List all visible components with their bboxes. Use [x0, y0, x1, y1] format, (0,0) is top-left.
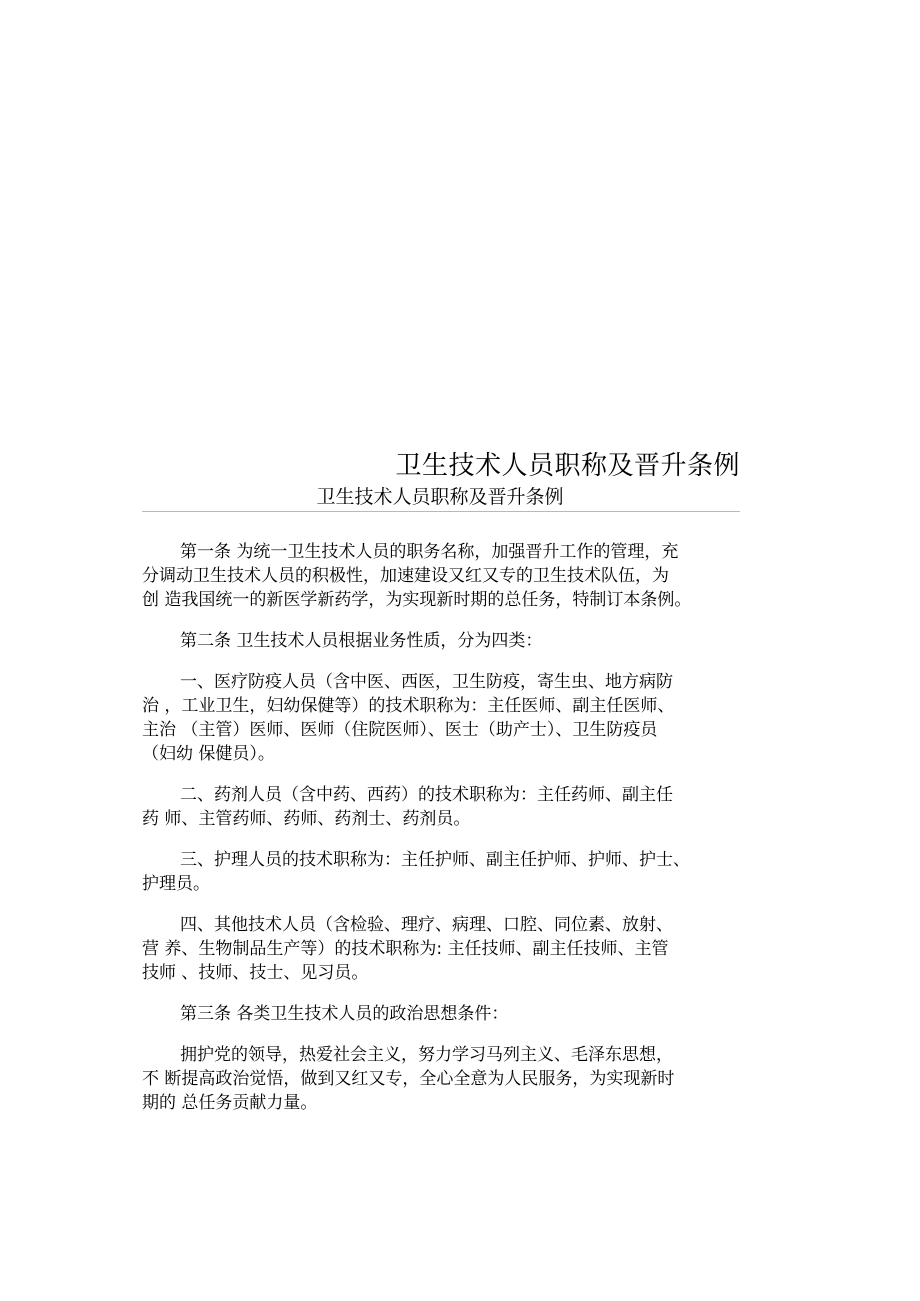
paragraph-line: 药 师、主管药师、药师、药剂士、药剂员。 [142, 809, 471, 829]
paragraph-line: 三、护理人员的技术职称为：主任护师、副主任护师、护师、护士、 [180, 850, 690, 870]
paragraph-line: 第一条 为统一卫生技术人员的职务名称，加强晋升工作的管理，充 [180, 542, 679, 562]
pharmacy-staff-paragraph [142, 783, 752, 831]
medical-staff-paragraph [142, 670, 752, 766]
paragraph-line: 期的 总任务贡献力量。 [142, 1093, 318, 1113]
paragraph-line: 一、医疗防疫人员（含中医、西医，卫生防疫，寄生虫、地方病防 [180, 672, 673, 692]
paragraph-line: 营 养、生物制品生产等）的技术职称为: 主任技师、副主任技师、主管 [142, 939, 669, 959]
document-body [142, 540, 752, 1132]
paragraph-line: 创 造我国统一的新医学新药学，为实现新时期的总任务，特制订本条例。 [142, 590, 692, 610]
paragraph-line: 技师 、技师、技士、见习员。 [142, 963, 369, 983]
document-title: 卫生技术人员职称及晋升条例 [395, 451, 740, 481]
paragraph-line: 二、药剂人员（含中药、西药）的技术职称为：主任药师、副主任 [180, 785, 673, 805]
other-technical-staff-paragraph [142, 913, 752, 985]
paragraph-line: 护理员。 [142, 874, 210, 894]
paragraph-line: （妇幼 保健员）。 [142, 744, 275, 764]
document-subtitle: 卫生技术人员职称及晋升条例 [316, 486, 564, 508]
paragraph-line: 第三条 各类卫生技术人员的政治思想条件： [180, 1004, 509, 1024]
paragraph-line: 第二条 卫生技术人员根据业务性质，分为四类： [180, 631, 543, 651]
paragraph-line: 拥护党的领导，热爱社会主义，努力学习马列主义、毛泽东思想， [180, 1045, 673, 1065]
paragraph-line: 治 ，工业卫生，妇幼保健等）的技术职称为：主任医师、副主任医师、 [142, 696, 675, 716]
title-divider [142, 511, 740, 512]
paragraph-line: 主治 （主管）医师、医师（住院医师）、医士（助产士）、卫生防疫员 [142, 720, 658, 740]
paragraph-line: 四、其他技术人员（含检验、理疗、病理、口腔、同位素、放射、 [180, 915, 673, 935]
paragraph-line: 分调动卫生技术人员的积极性，加速建设又红又专的卫生技术队伍，为 [142, 566, 669, 586]
article-1-paragraph [142, 540, 752, 612]
paragraph-line: 不 断提高政治觉悟，做到又红又专，全心全意为人民服务，为实现新时 [142, 1069, 675, 1089]
political-conditions-paragraph [142, 1043, 752, 1115]
article-2-paragraph [142, 629, 752, 653]
article-3-paragraph [142, 1002, 752, 1026]
nursing-staff-paragraph [142, 848, 752, 896]
